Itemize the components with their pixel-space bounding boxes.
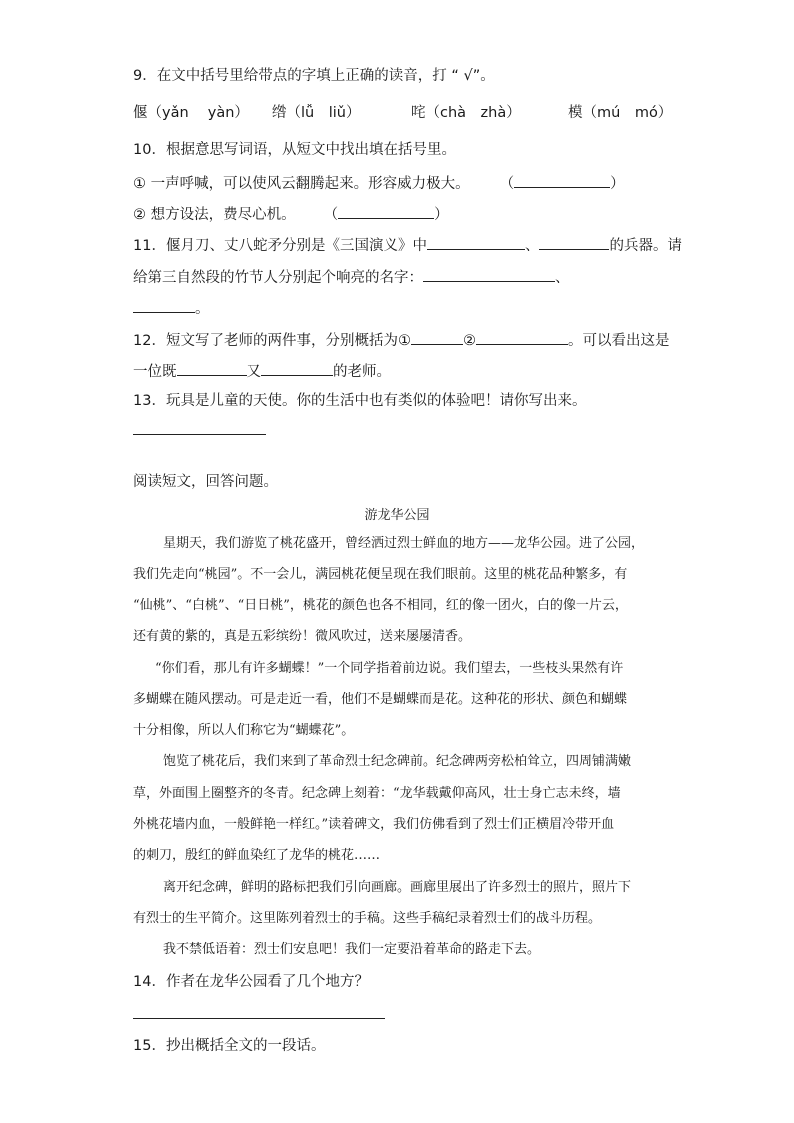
answer-blank[interactable] — [423, 265, 555, 282]
question-11-text: 11．偃月刀、丈八蛇矛分别是《三国演义》中 — [133, 238, 427, 254]
question-10-item-2-text: ② 想方设法，费尽心机。 — [133, 207, 296, 223]
answer-blank[interactable] — [411, 328, 463, 345]
question-10-item-1 — [133, 171, 625, 194]
pinyin-option-mo: 模（mú mó） — [568, 105, 673, 121]
question-11-text: 给第三自然段的竹节人分别起个响亮的名字： — [133, 270, 423, 286]
circled-two: ② — [462, 333, 476, 349]
answer-blank[interactable] — [133, 296, 195, 313]
question-10-prompt: 10．根据意思写词语，从短文中找出填在括号里。 — [133, 142, 456, 158]
pinyin-option-yan: 偃（yǎn yàn） — [133, 105, 249, 121]
answer-blank[interactable] — [514, 171, 610, 188]
passage-line: 离开纪念碑，鲜明的路标把我们引向画廊。画廊里展出了许多烈士的照片，照片下 — [163, 880, 632, 895]
answer-blank[interactable] — [338, 202, 434, 219]
close-paren: ） — [610, 176, 625, 192]
passage-line: 外桃花墙内血，一般鲜艳一样红。”读着碑文，我们仿佛看到了烈士们正横眉冷带开血 — [133, 817, 615, 832]
pinyin-option-zha: 咤（chà zhà） — [411, 105, 521, 121]
separator: 、 — [555, 270, 570, 286]
answer-line[interactable] — [133, 1018, 385, 1019]
question-12-line-1 — [133, 328, 669, 351]
passage-line: 的刺刀，殷红的鲜血染红了龙华的桃花…… — [133, 848, 381, 863]
period: 。 — [195, 301, 210, 317]
question-9-prompt: 9．在文中括号里给带点的字填上正确的读音，打 “ √”。 — [133, 68, 495, 84]
question-12-text: 的老师。 — [333, 364, 391, 380]
question-12-line-2 — [133, 359, 391, 382]
passage-line: 多蝴蝶在随风摆动。可是走近一看，他们不是蝴蝶而是花。这种花的形状、颜色和蝴蝶 — [133, 692, 628, 707]
close-paren: ） — [434, 207, 449, 223]
question-11-text-end: 的兵器。请 — [609, 238, 682, 254]
passage-line: 我们先走向“桃园”。不一会儿，满园桃花便呈现在我们眼前。这里的桃花品种繁多，有 — [133, 567, 628, 582]
answer-blank[interactable] — [476, 328, 568, 345]
reading-instruction: 阅读短文，回答问题。 — [133, 474, 278, 490]
passage-line: 星期天，我们游览了桃花盛开，曾经洒过烈士鲜血的地方——龙华公园。进了公园， — [163, 536, 645, 551]
question-12-text: 又 — [246, 364, 261, 380]
passage-line: 我不禁低语着：烈士们安息吧！我们一定要沿着革命的路走下去。 — [163, 942, 541, 957]
question-15-prompt: 15．抄出概括全文的一段话。 — [133, 1038, 326, 1054]
question-11-line-1 — [133, 233, 682, 256]
question-13-prompt: 13．玩具是儿童的天使。你的生活中也有类似的体验吧！请你写出来。 — [133, 393, 587, 409]
question-12-text: 12．短文写了老师的两件事，分别概括为① — [133, 333, 411, 349]
passage-line: 有烈士的生平简介。这里陈列着烈士的手稿。这些手稿纪录着烈士们的战斗历程。 — [133, 911, 602, 926]
question-11-line-3 — [133, 296, 210, 319]
answer-blank[interactable] — [427, 233, 525, 250]
separator: 、 — [524, 238, 540, 254]
passage-line: 十分相像，所以人们称它为“蝴蝶花”。 — [133, 723, 355, 738]
question-10-item-1-text: ① 一声呼喊，可以使风云翻腾起来。形容威力极大。 — [133, 176, 470, 192]
question-14-prompt: 14．作者在龙华公园看了几个地方？ — [133, 974, 369, 990]
open-paren: （ — [323, 207, 339, 223]
passage-line: 草，外面围上圈整齐的冬青。纪念碑上刻着：“龙华载戴仰高风，壮士身亡志未终，墙 — [133, 786, 621, 801]
open-paren: （ — [499, 176, 515, 192]
answer-blank[interactable] — [261, 359, 333, 376]
passage-line: 还有黄的紫的，真是五彩缤纷！微风吹过，送来屡屡清香。 — [133, 629, 472, 644]
passage-title: 游龙华公园 — [364, 508, 430, 523]
passage-line: “仙桃”、“白桃”、“日日桃”，桃花的颜色也各不相同，红的像一团火，白的像一片云， — [133, 598, 628, 613]
answer-line[interactable] — [133, 434, 266, 435]
question-12-text: 一位既 — [133, 364, 177, 380]
answer-blank[interactable] — [177, 359, 247, 376]
question-10-item-2 — [133, 202, 449, 225]
passage-line: 饱览了桃花后，我们来到了革命烈士纪念碑前。纪念碑两旁松柏耸立，四周铺满嫩 — [163, 754, 632, 769]
question-12-text-end: 。可以看出这是 — [567, 333, 670, 349]
pinyin-option-liu: 绺（lǚ liǔ） — [272, 105, 361, 121]
answer-blank[interactable] — [539, 233, 609, 250]
question-11-line-2 — [133, 265, 570, 288]
passage-line: “你们看，那儿有许多蝴蝶！”一个同学指着前边说。我们望去，一些枝头果然有许 — [155, 661, 624, 676]
